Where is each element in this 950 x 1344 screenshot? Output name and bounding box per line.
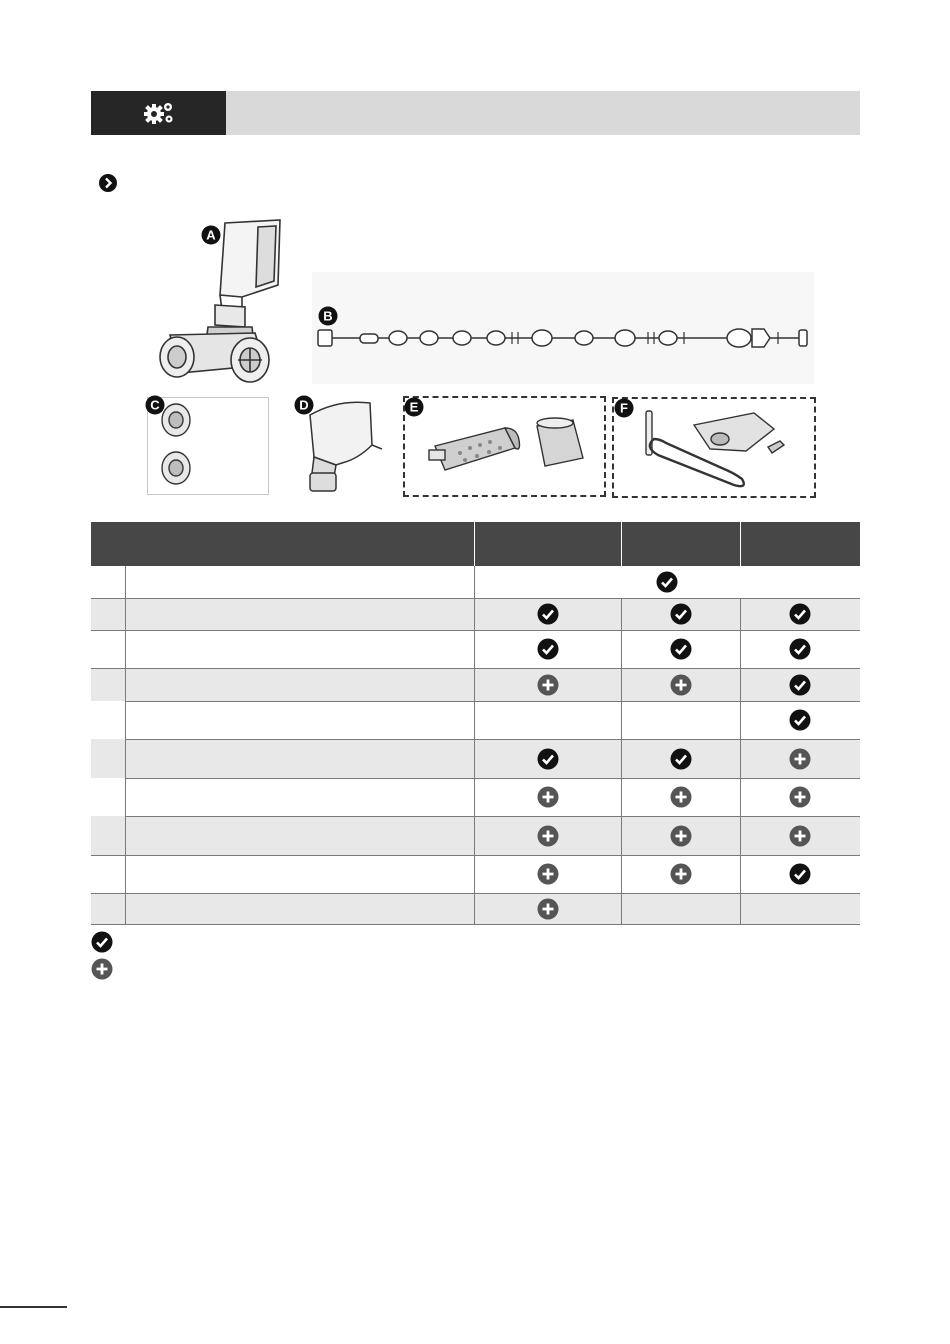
check-circle-icon bbox=[789, 709, 811, 731]
plus-circle-icon bbox=[670, 863, 692, 885]
figure-label-b-text: B bbox=[323, 308, 333, 324]
table-row-divider bbox=[125, 778, 860, 779]
table-row-divider bbox=[125, 701, 860, 702]
plus-circle-icon bbox=[670, 825, 692, 847]
table-row bbox=[91, 893, 860, 924]
plus-circle-icon bbox=[789, 825, 811, 847]
footer-rule bbox=[0, 1306, 67, 1308]
plus-circle-icon bbox=[670, 674, 692, 696]
check-circle-icon bbox=[789, 863, 811, 885]
table-row bbox=[91, 701, 860, 739]
plus-circle-icon bbox=[537, 863, 559, 885]
table-col-divider bbox=[125, 566, 126, 924]
check-circle-icon bbox=[789, 603, 811, 625]
plus-circle-icon bbox=[537, 786, 559, 808]
figure-label-f-text: F bbox=[620, 400, 628, 416]
table-row bbox=[91, 816, 860, 855]
table-row-divider bbox=[91, 668, 860, 669]
check-circle-icon bbox=[670, 748, 692, 770]
table-row bbox=[91, 668, 860, 701]
table-row-divider bbox=[91, 630, 860, 631]
check-circle-icon bbox=[656, 571, 678, 593]
check-circle-icon bbox=[789, 638, 811, 660]
plus-circle-icon bbox=[537, 674, 559, 696]
table-row bbox=[91, 778, 860, 816]
table-row-divider bbox=[91, 924, 860, 925]
table-col-divider bbox=[621, 598, 622, 924]
figure-label-d-text: D bbox=[299, 397, 309, 413]
table-row-divider bbox=[125, 816, 860, 817]
plus-circle-icon bbox=[670, 786, 692, 808]
plus-circle-icon bbox=[789, 748, 811, 770]
table-row bbox=[91, 855, 860, 893]
table-row-divider bbox=[125, 739, 860, 740]
check-circle-icon bbox=[789, 674, 811, 696]
table-row-divider bbox=[91, 855, 860, 856]
table-col-divider bbox=[474, 566, 475, 924]
table-row bbox=[91, 598, 860, 630]
table-col-divider bbox=[740, 598, 741, 924]
table-row bbox=[91, 566, 860, 598]
table-row-divider bbox=[91, 598, 860, 599]
table-row bbox=[91, 739, 860, 778]
table-row bbox=[91, 630, 860, 668]
plus-circle-icon bbox=[789, 786, 811, 808]
legend-included-icon bbox=[91, 931, 113, 953]
check-circle-icon bbox=[670, 603, 692, 625]
plus-circle-icon bbox=[537, 898, 559, 920]
check-circle-icon bbox=[537, 603, 559, 625]
figure-label-e-text: E bbox=[409, 399, 419, 415]
check-circle-icon bbox=[537, 638, 559, 660]
check-circle-icon bbox=[670, 638, 692, 660]
check-circle-icon bbox=[537, 748, 559, 770]
legend-optional-icon bbox=[91, 958, 113, 980]
figure-label-a-text: A bbox=[206, 227, 216, 243]
plus-circle-icon bbox=[537, 825, 559, 847]
table-row-divider bbox=[91, 893, 860, 894]
figure-label-c-text: C bbox=[150, 397, 160, 413]
